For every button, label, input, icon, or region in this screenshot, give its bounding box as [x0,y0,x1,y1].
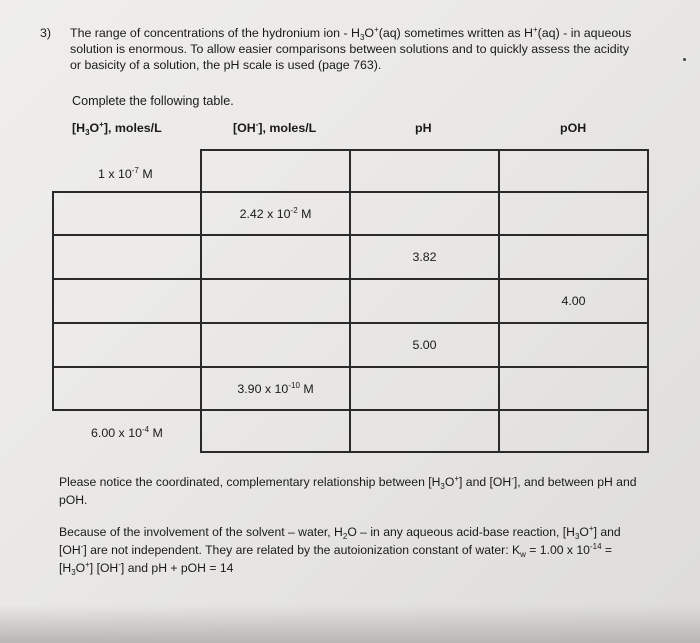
data-table [52,143,649,453]
r7-h3o-value: 6.00 x $10^{-4}$ M [91,425,163,440]
cell-r6-poh[interactable] [498,366,649,411]
question-number: 3) [40,26,52,40]
question-3 [40,25,640,73]
cell-r5-poh[interactable] [498,322,649,368]
note-autoionization: Because of the involvement of the solvent – water, $H_2O$ – in any aqueous acid-base reaction, $[H_3O^+]$ and [OH-] are not independent. They are related by the autoionization constant of water: $K_w = 1.00$ x $10^{-14} = [H_3O^+]$ [OH-] and pH + pOH = 14 [59,524,621,577]
cell-r5-ph: 5.00 [349,322,500,368]
cell-r3-h3o[interactable] [52,234,202,280]
cell-r7-ph[interactable] [349,409,500,453]
instruction-text: Complete the following table. [72,94,234,108]
cell-r3-poh[interactable] [498,234,649,280]
note-relationship: Please notice the coordinated, complementary relationship between $[H_3O^+]$ and [OH-], and between pH and pOH. [59,474,637,507]
cell-r4-poh: 4.00 [498,278,649,324]
paper-speck [683,58,686,61]
cell-r4-oh[interactable] [200,278,351,324]
cell-r7-oh[interactable] [200,409,351,453]
cell-r2-ph[interactable] [349,191,500,236]
cell-r2-oh: 2.42 x $10^{-2}$ M [200,191,351,236]
cell-r1-poh[interactable] [498,149,649,193]
header-h3o: $[H_3O^+]$, moles/L [72,120,162,137]
cell-r1-ph[interactable] [349,149,500,193]
cell-r6-h3o[interactable] [52,366,202,411]
header-ph: pH [415,121,432,135]
cell-r5-oh[interactable] [200,322,351,368]
r1-h3o-value: 1 x $10^{-7}$ M [98,166,153,181]
question-text: The range of concentrations of the hydronium ion - $H_3O^+(aq)$ sometimes written as H+(aq) - in aqueous solution is enormous. To allow easier comparisons between solutions and to quickly assess the acidity or basicity of a solution, the pH scale is used (page 763). [70,25,632,72]
cell-r5-h3o[interactable] [52,322,202,368]
cell-r6-ph[interactable] [349,366,500,411]
header-poh: pOH [560,121,587,135]
cell-r3-oh[interactable] [200,234,351,280]
cell-r7-poh[interactable] [498,409,649,453]
cell-r2-poh[interactable] [498,191,649,236]
cell-r1-oh[interactable] [200,149,351,193]
header-oh: [OH-], moles/L [233,120,317,135]
cell-r4-h3o[interactable] [52,278,202,324]
page-shadow [0,605,700,643]
cell-r2-h3o[interactable] [52,191,202,236]
cell-r3-ph: 3.82 [349,234,500,280]
cell-r6-oh: 3.90 x $10^{-10}$ M [200,366,351,411]
cell-r4-ph[interactable] [349,278,500,324]
